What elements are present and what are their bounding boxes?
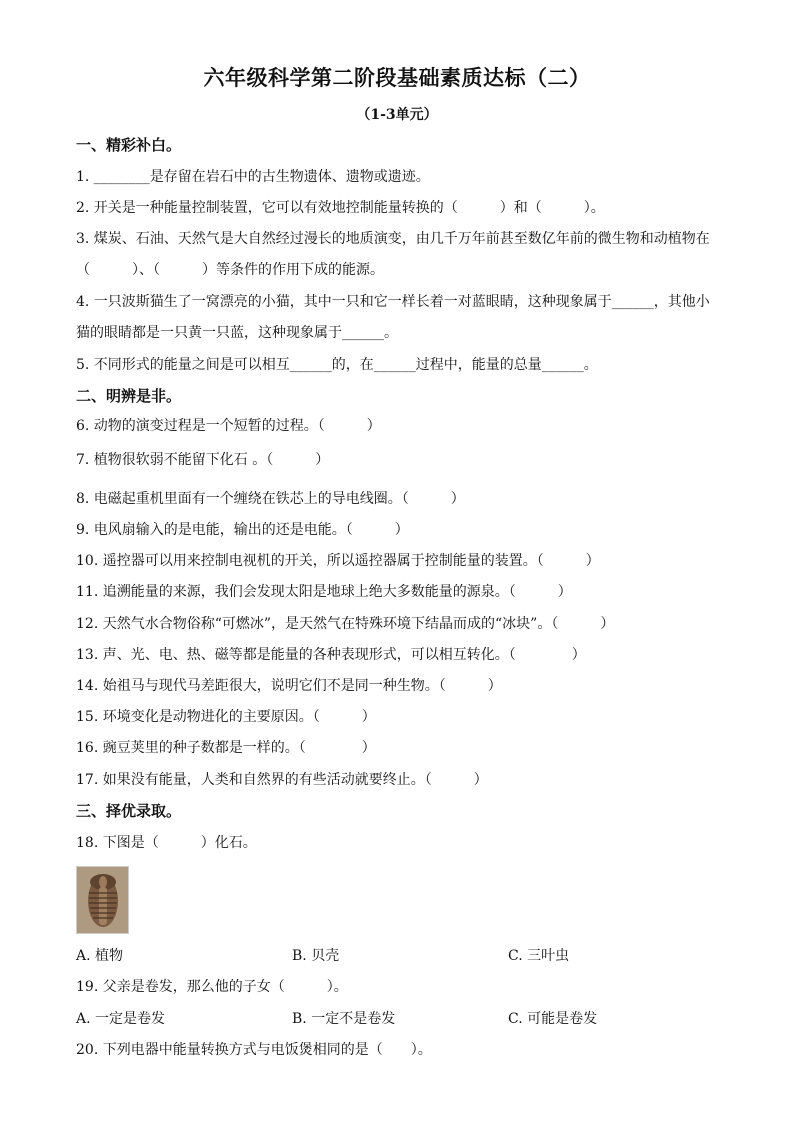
question-3-line-2: （ ）、（ ）等条件的作用下成的能源。 [76,262,384,278]
question-19-option-b: B. 一定不是卷发 [292,1011,396,1027]
question-16: 16. 豌豆荚里的种子数都是一样的。（ ） [76,740,376,756]
section-heading-3: 三、择优录取。 [76,802,182,820]
question-1: 1. ________是存留在岩石中的古生物遗体、遗物或遗迹。 [76,169,430,185]
question-18-option-c: C. 三叶虫 [508,948,570,964]
question-5: 5. 不同形式的能量之间是可以相互______的，在______过程中，能量的总量______。 [76,357,598,373]
section-heading-2: 二、明辨是非。 [76,387,182,405]
question-18: 18. 下图是（ ）化石。 [76,835,257,851]
question-9: 9. 电风扇输入的是电能，输出的还是电能。（ ） [76,522,409,538]
page-subtitle: （1-3单元） [356,107,438,123]
question-19: 19. 父亲是卷发，那么他的子女（ ）。 [76,979,348,995]
page-title: 六年级科学第二阶段基础素质达标（二） [203,65,591,90]
question-17: 17. 如果没有能量，人类和自然界的有些活动就要终止。（ ） [76,772,488,788]
question-15: 15. 环境变化是动物进化的主要原因。（ ） [76,709,376,725]
question-4-line-2: 猫的眼睛都是一只黄一只蓝，这种现象属于______。 [76,325,398,341]
question-6: 6. 动物的演变过程是一个短暂的过程。（ ） [76,418,381,434]
question-13: 13. 声、光、电、热、磁等都是能量的各种表现形式，可以相互转化。（ ） [76,647,586,663]
question-10: 10. 遥控器可以用来控制电视机的开关，所以遥控器属于控制能量的装置。（ ） [76,553,600,569]
question-11: 11. 追溯能量的来源，我们会发现太阳是地球上绝大多数能量的源泉。（ ） [76,584,572,600]
question-18-option-a: A. 植物 [76,948,124,964]
question-14: 14. 始祖马与现代马差距很大，说明它们不是同一种生物。（ ） [76,678,502,694]
question-19-option-a: A. 一定是卷发 [76,1011,166,1027]
question-19-option-c: C. 可能是卷发 [508,1011,598,1027]
question-2: 2. 开关是一种能量控制装置，它可以有效地控制能量转换的（ ）和（ ）。 [76,200,605,216]
question-20: 20. 下列电器中能量转换方式与电饭煲相同的是（ ）。 [76,1042,432,1058]
question-12: 12. 天然气水合物俗称“可燃冰”，是天然气在特殊环境下结晶而成的“冰块”。（ ） [76,616,615,632]
question-8: 8. 电磁起重机里面有一个缠绕在铁芯上的导电线圈。（ ） [76,491,465,507]
trilobite-fossil-icon [76,866,129,934]
section-heading-1: 一、精彩补白。 [76,136,182,154]
question-4-line-1: 4. 一只波斯猫生了一窝漂亮的小猫，其中一只和它一样长着一对蓝眼睛，这种现象属于______，其他小 [76,294,710,310]
question-3-line-1: 3. 煤炭、石油、天然气是大自然经过漫长的地质演变，由几千万年前甚至数亿年前的微生物和动植物在 [76,231,710,247]
question-7: 7. 植物很软弱不能留下化石 。（ ） [76,452,330,468]
question-18-option-b: B. 贝壳 [292,948,340,964]
